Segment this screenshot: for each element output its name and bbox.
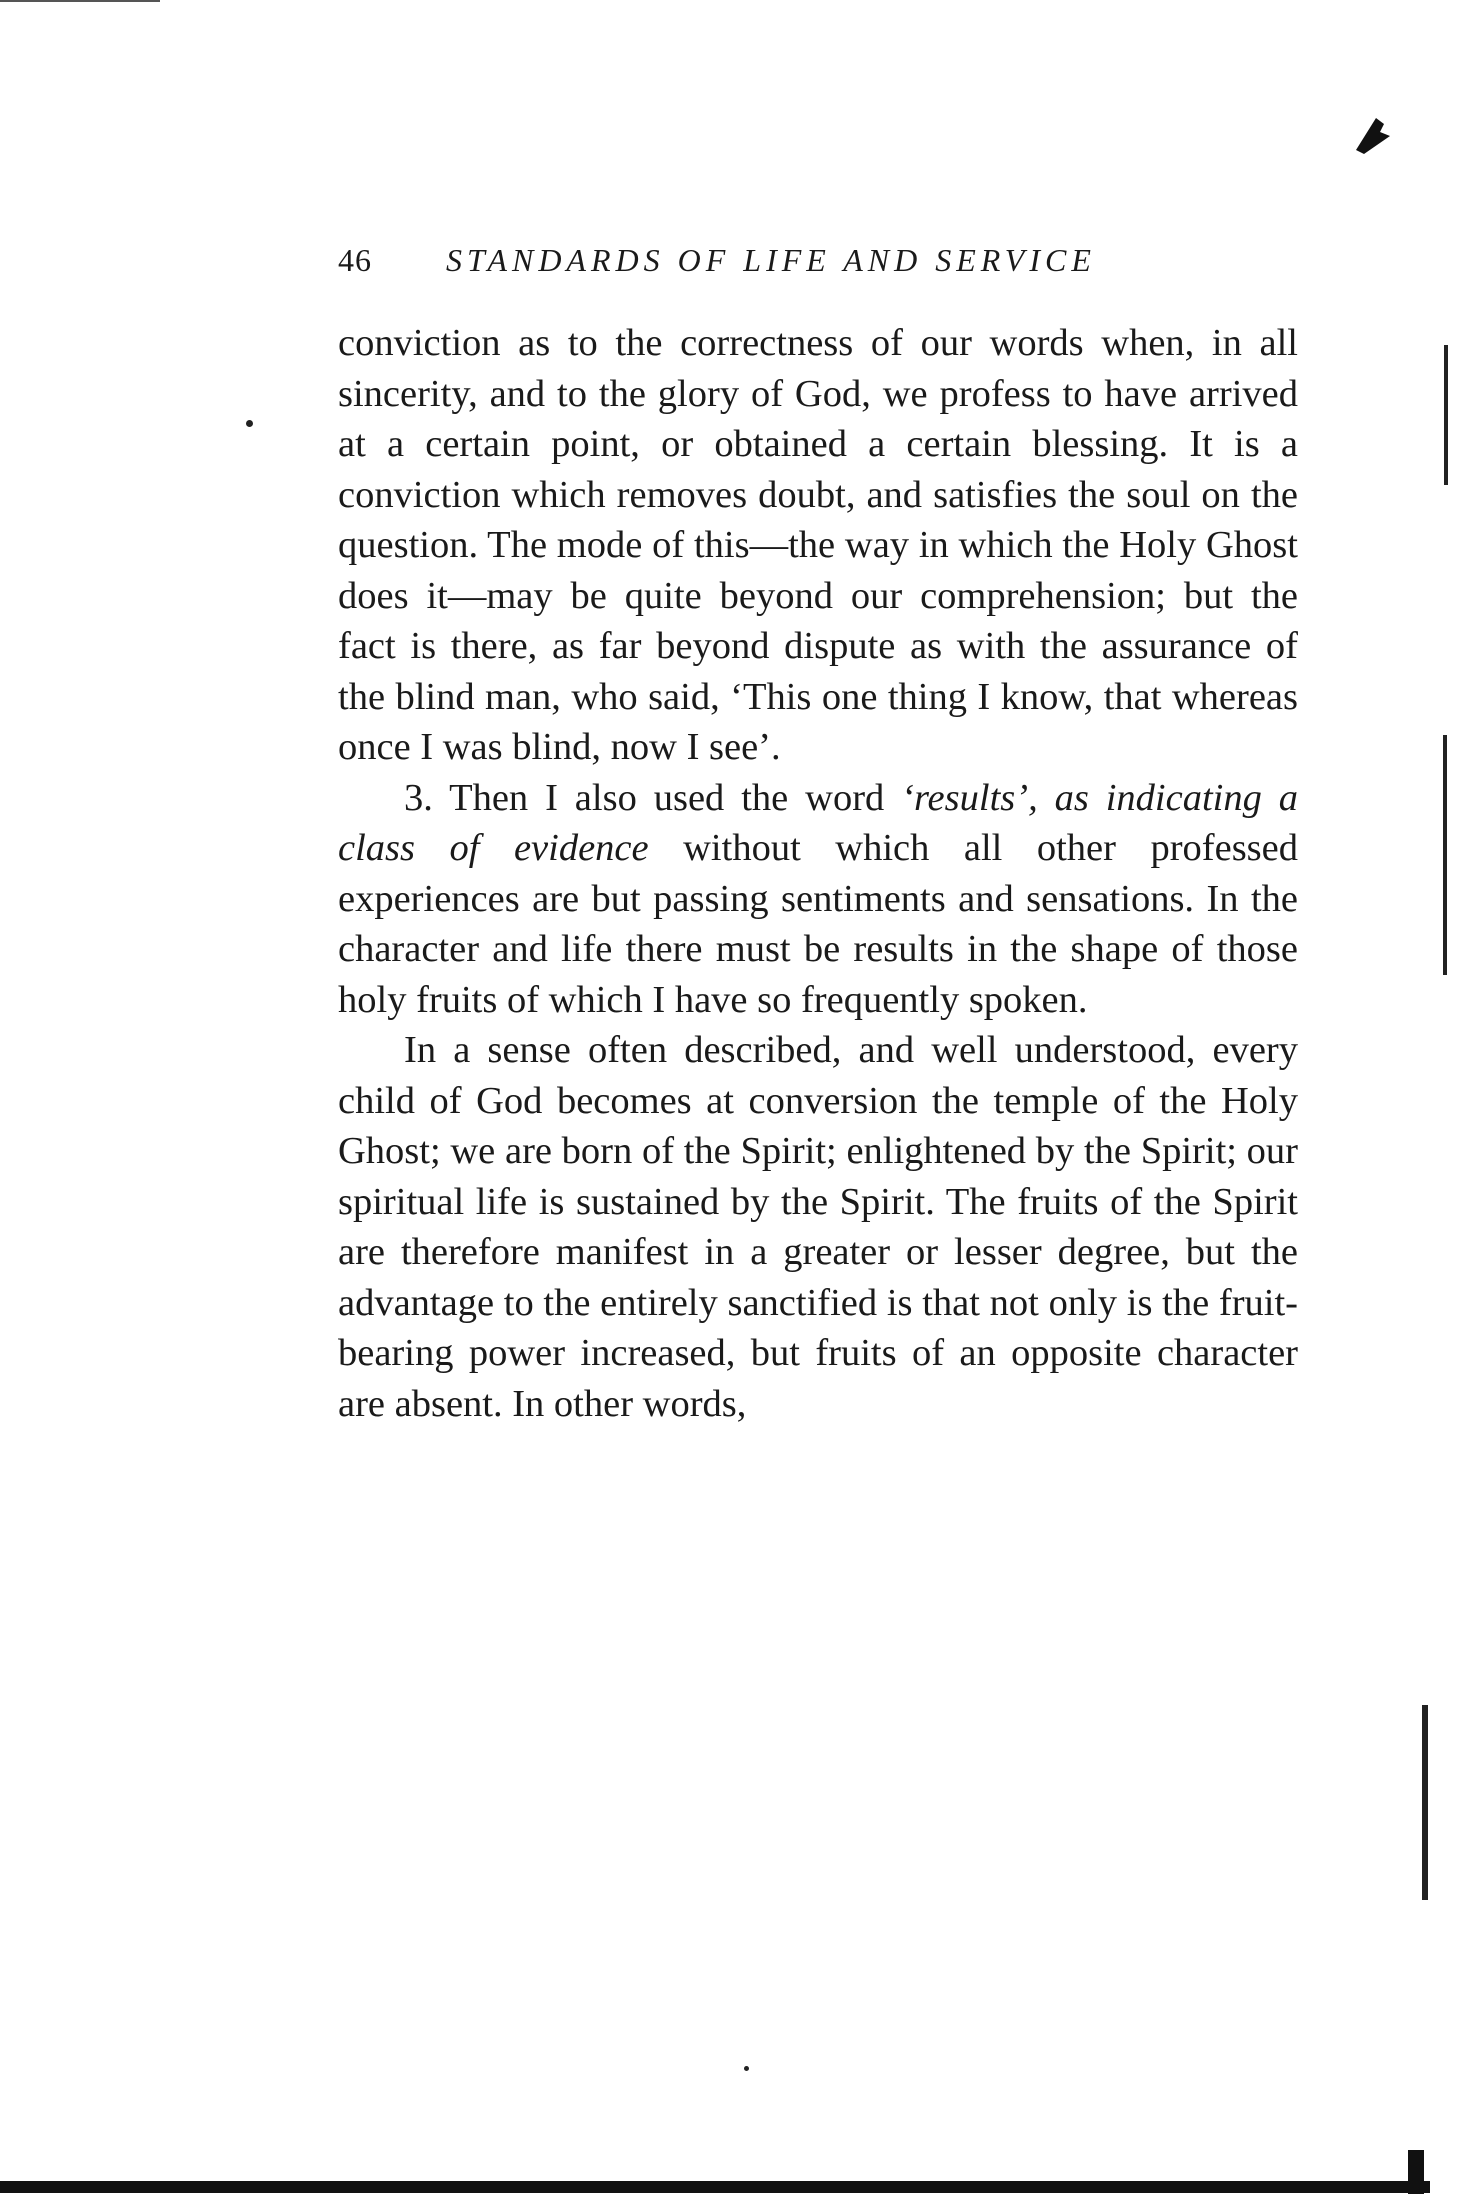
edge-mark-1	[1444, 345, 1448, 485]
margin-dot-bottom	[744, 2066, 749, 2071]
paragraph-2-italic: ‘results’, as indicating a class of evidence	[338, 776, 1299, 869]
paragraph-3: In a sense often described, and well understood, every child of God becomes at conversion the temple of the Holy Ghost; we are born of the Spirit; enlightened by the Spirit; our spiritual life is sustained by the Spirit. The fruits of the Spirit are therefore manifest in a greater or lesser degree, but the advantage to the entirely sanctified is that not only is the fruit-bearing power increased, but fruits of an opposite character are absent. In other words,	[338, 1029, 1298, 1425]
paragraph-2-rest: without which all other professed experiences are but passing sentiments and sensations. In the character and life there must be results in the shape of those holy fruits of which I have so frequently spoken.	[338, 827, 1298, 1021]
page-number: 46	[338, 242, 372, 278]
bottom-edge-rule-end	[1408, 2150, 1424, 2194]
paragraph-1: conviction as to the correctness of our words when, in all sincerity, and to the glory of God, we profess to have arrived at a certain point, or obtained a certain blessing. It is a conviction which removes doubt, and satisfies the soul on the question. The mode of this—the way in which the Holy Ghost does it—may be quite beyond our comprehension; but the fact is there, as far beyond dispute as with the assurance of the blind man, who said, ‘This one thing I know, that whereas once I was blind, now I see’.	[338, 322, 1298, 768]
corner-ink-mark	[1350, 110, 1398, 158]
bottom-edge-rule	[0, 2181, 1430, 2193]
running-title: STANDARDS OF LIFE AND SERVICE	[446, 242, 1096, 278]
running-header	[338, 242, 1298, 286]
body-text	[338, 318, 1298, 1429]
edge-mark-2	[1443, 735, 1447, 975]
paragraph-2	[338, 773, 1298, 1026]
top-edge-rule	[0, 0, 160, 2]
paragraph-2-lead: 3. Then I also used the word	[404, 776, 902, 819]
margin-dot	[246, 420, 253, 427]
edge-mark-3	[1422, 1705, 1428, 1900]
